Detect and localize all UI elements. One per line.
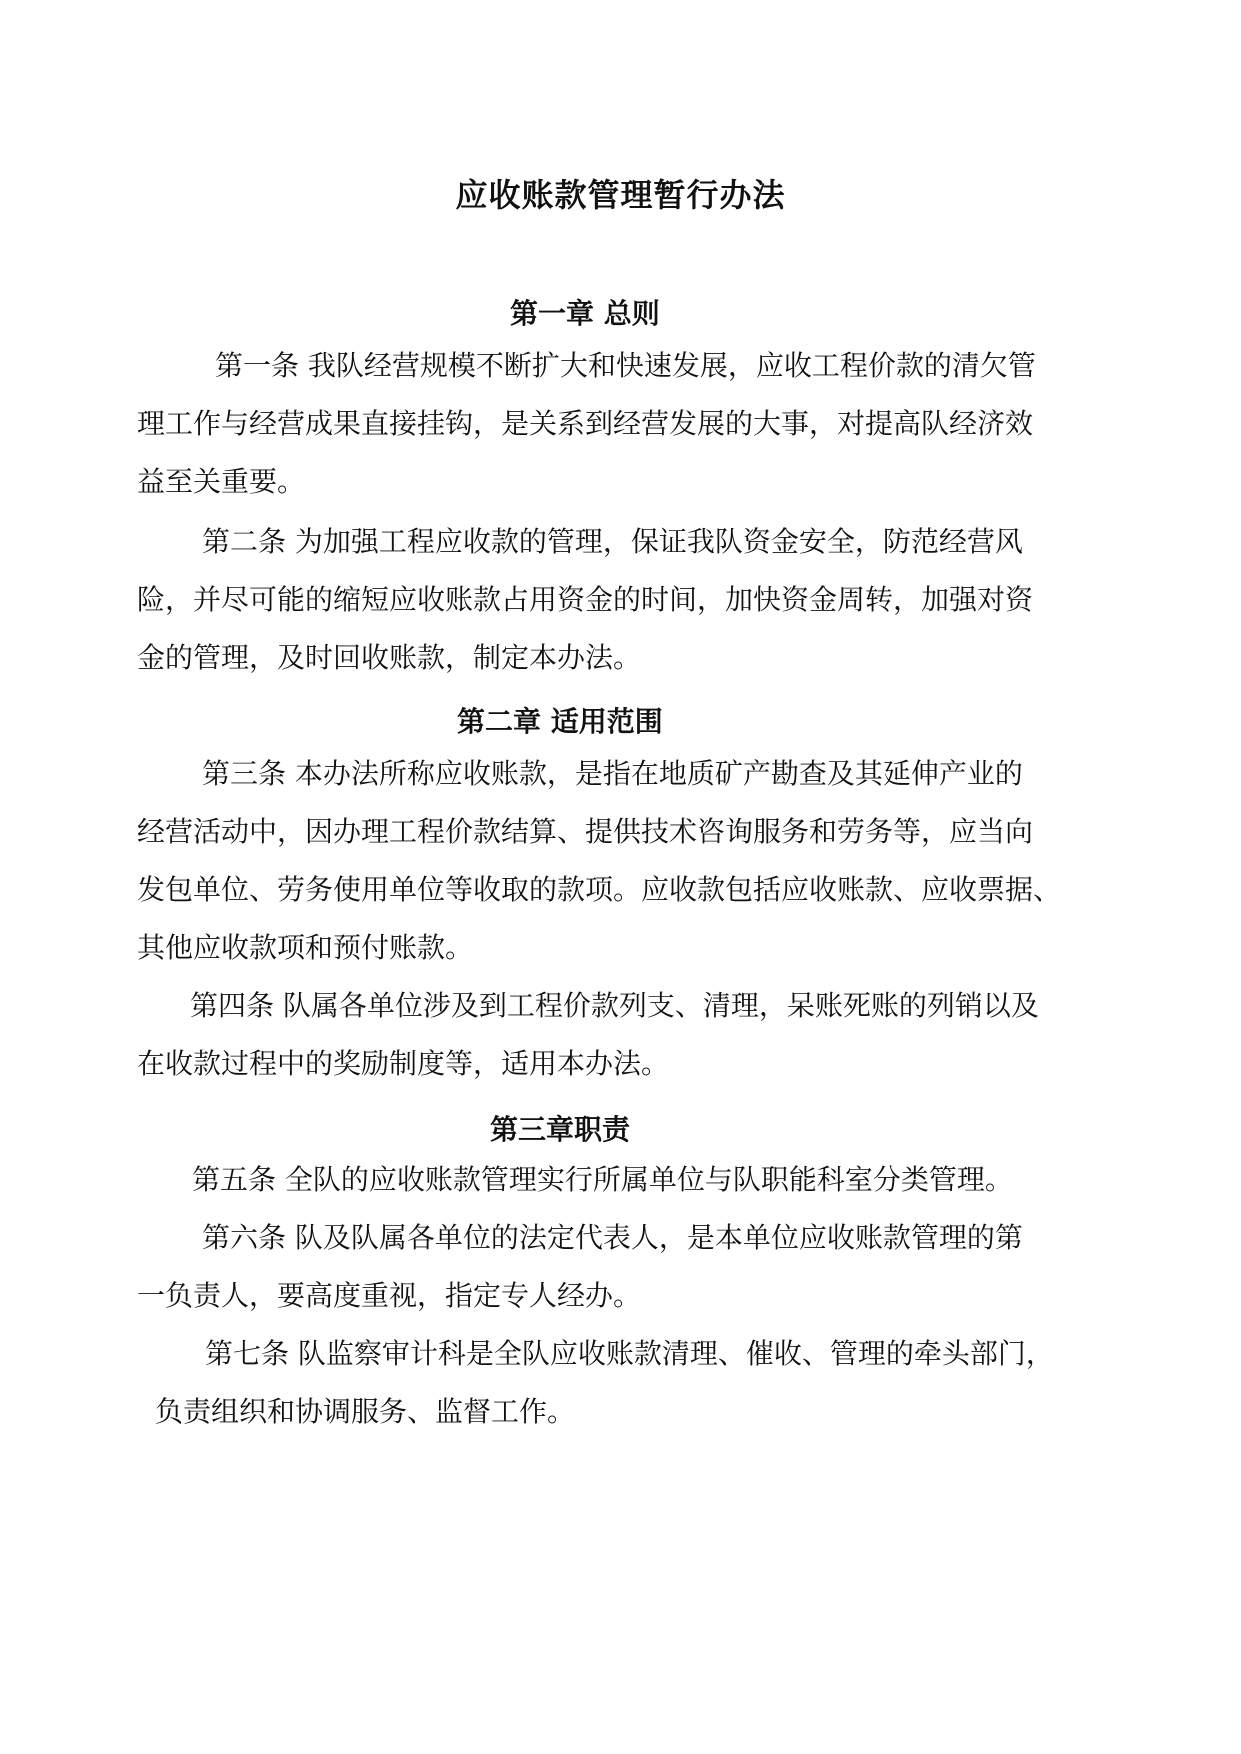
article-7-line-2: 负责组织和协调服务、监督工作。 (155, 1395, 576, 1428)
article-5-line-1: 第五条 全队的应收账款管理实行所属单位与队职能科室分类管理。 (192, 1163, 1013, 1196)
article-1-line-3: 益至关重要。 (137, 465, 306, 498)
chapter-heading-2: 第二章 适用范围 (457, 705, 663, 738)
article-6-line-2: 一负责人，要高度重视，指定专人经办。 (137, 1279, 642, 1312)
article-3-line-4: 其他应收款项和预付账款。 (137, 931, 474, 964)
article-6-line-1: 第六条 队及队属各单位的法定代表人，是本单位应收账款管理的第 (202, 1221, 1023, 1254)
article-7-line-1: 第七条 队监察审计科是全队应收账款清理、催收、管理的牵头部门， (205, 1337, 1054, 1370)
article-1-line-2: 理工作与经营成果直接挂钩，是关系到经营发展的大事，对提高队经济效 (137, 407, 1034, 440)
chapter-heading-3: 第三章职责 (490, 1113, 631, 1146)
article-3-line-1: 第三条 本办法所称应收账款，是指在地质矿产勘查及其延伸产业的 (202, 757, 1023, 790)
article-2-line-2: 险，并尽可能的缩短应收账款占用资金的时间，加快资金周转，加强对资 (137, 583, 1034, 616)
chapter-heading-1: 第一章 总则 (510, 297, 660, 330)
article-1-line-1: 第一条 我队经营规模不断扩大和快速发展，应收工程价款的清欠管 (215, 349, 1036, 382)
article-3-line-3: 发包单位、劳务使用单位等收取的款项。应收款包括应收账款、应收票据、 (137, 873, 1062, 906)
article-4-line-1: 第四条 队属各单位涉及到工程价款列支、清理，呆账死账的列销以及 (190, 989, 1039, 1022)
article-4-line-2: 在收款过程中的奖励制度等，适用本办法。 (137, 1047, 670, 1080)
document-title: 应收账款管理暂行办法 (455, 176, 786, 214)
article-2-line-1: 第二条 为加强工程应收款的管理，保证我队资金安全，防范经营风 (202, 525, 1023, 558)
article-2-line-3: 金的管理，及时回收账款，制定本办法。 (137, 641, 642, 674)
article-3-line-2: 经营活动中，因办理工程价款结算、提供技术咨询服务和劳务等，应当向 (137, 815, 1034, 848)
